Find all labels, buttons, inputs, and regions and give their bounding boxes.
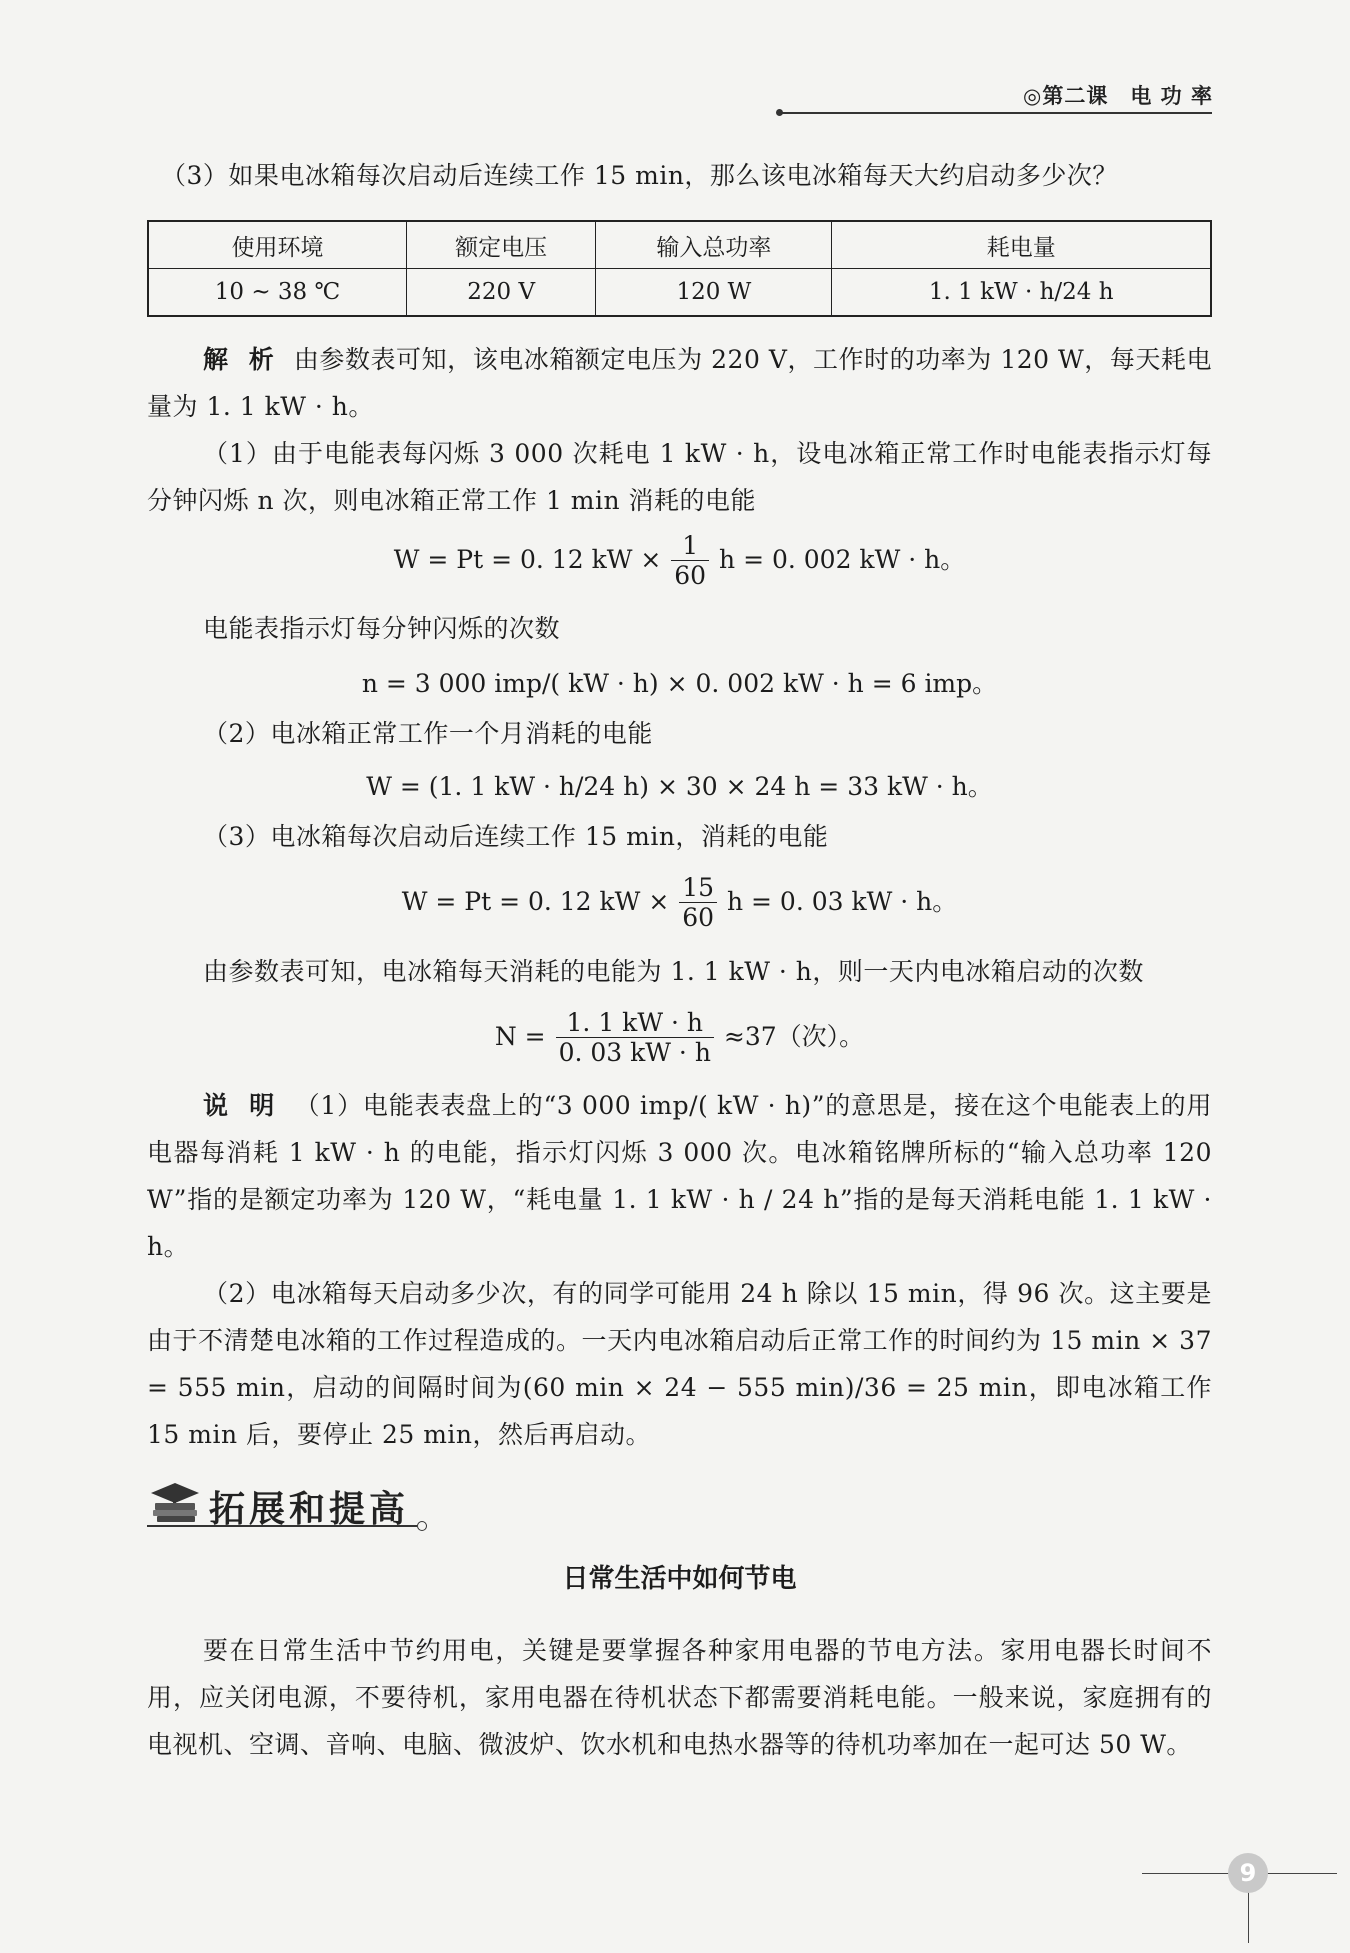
- note-paragraph-2: （2）电冰箱每天启动多少次，有的同学可能用 24 h 除以 15 min，得 96 次。这主要是由于不清楚电冰箱的工作过程造成的。一天内电冰箱启动后正常工作的时间约为 15 min × 37 = 555 min，启动的间隔时间为(60 min × 24 − 555 min)/36 = 25 min，即电冰箱工作 15 min 后，要停止 25 min，然后再启动。: [147, 1279, 1212, 1449]
- section-paragraph: 要在日常生活中节约用电，关键是要掌握各种家用电器的节电方法。家用电器长时间不用，应关闭电源，不要待机，家用电器在待机状态下都需要消耗电能。一般来说，家庭拥有的电视机、空调、音响、电脑、微波炉、饮水机和电热水器等的待机功率加在一起可达 50 W。: [147, 1636, 1212, 1759]
- section-banner: [147, 1475, 427, 1535]
- table-header-cell: 使用环境: [148, 221, 406, 269]
- table-row: [148, 269, 1211, 317]
- table-cell: 220 V: [406, 269, 595, 317]
- table-header-cell: 输入总功率: [596, 221, 832, 269]
- table-header-cell: 耗电量: [832, 221, 1211, 269]
- equation-5: N = $\frac{1. 1 kW \cdot h}{0. 03 kW \cdot h}$ ≈37（次）。: [494, 1008, 865, 1067]
- question-3: （3）如果电冰箱每次启动后连续工作 15 min，那么该电冰箱每天大约启动多少次？: [161, 161, 1118, 190]
- equation-1: W = Pt = 0. 12 kW × $\frac{1}{60}$ h = 0. 002 kW · h。: [393, 531, 966, 590]
- analysis-text-flash-count: 电能表指示灯每分钟闪烁的次数: [203, 614, 561, 643]
- analysis-label: 解 析: [203, 345, 280, 374]
- equation-2: n = 3 000 imp/( kW · h) × 0. 002 kW · h = 6 imp。: [361, 669, 998, 698]
- table-header-row: [148, 221, 1211, 269]
- table-cell: 1. 1 kW · h/24 h: [832, 269, 1211, 317]
- analysis-step-3: （3）电冰箱每次启动后连续工作 15 min，消耗的电能: [203, 822, 829, 851]
- table-cell: 10 ~ 38 ℃: [148, 269, 406, 317]
- section-subtitle: 日常生活中如何节电: [562, 1564, 797, 1594]
- running-header: ◎第二课 电 功 率: [1023, 84, 1213, 108]
- book-stack-icon: [147, 1479, 203, 1523]
- table-header-cell: 额定电压: [406, 221, 595, 269]
- note-paragraph-1: 说 明 （1）电能表表盘上的“3 000 imp/( kW · h)”的意思是，接在这个电能表上的用电器每消耗 1 kW · h 的电能，指示灯闪烁 3 000 次。电冰箱铭牌所标的“输入总功率 120 W”指的是额定功率为 120 W，“耗电量 1. 1 kW · h / 24 h”指的是每天消耗电能 1. 1 kW · h。: [147, 1091, 1212, 1261]
- section-underline: [147, 1525, 417, 1527]
- analysis-step-1: （1）由于电能表每闪烁 3 000 次耗电 1 kW · h，设电冰箱正常工作时电能表指示灯每分钟闪烁 n 次，则电冰箱正常工作 1 min 消耗的电能: [147, 439, 1212, 515]
- parameter-table: [147, 220, 1212, 317]
- note-label: 说 明: [203, 1091, 281, 1120]
- section-underline-end: [417, 1521, 427, 1531]
- page-number: 9: [1228, 1853, 1268, 1893]
- header-rule: [780, 112, 1212, 114]
- analysis-paragraph: 解 析 由参数表可知，该电冰箱额定电压为 220 V，工作时的功率为 120 W，每天耗电量为 1. 1 kW · h。: [147, 345, 1212, 421]
- equation-4: W = Pt = 0. 12 kW × $\frac{15}{60}$ h = 0. 03 kW · h。: [401, 873, 958, 932]
- equation-3: W = (1. 1 kW · h/24 h) × 30 × 24 h = 33 kW · h。: [366, 772, 993, 801]
- analysis-step-2: （2）电冰箱正常工作一个月消耗的电能: [203, 719, 653, 748]
- table-cell: 120 W: [596, 269, 832, 317]
- section-title: 拓展和提高: [209, 1489, 410, 1530]
- analysis-text-start-count: 由参数表可知，电冰箱每天消耗的电能为 1. 1 kW · h，则一天内电冰箱启动的次数: [203, 957, 1144, 986]
